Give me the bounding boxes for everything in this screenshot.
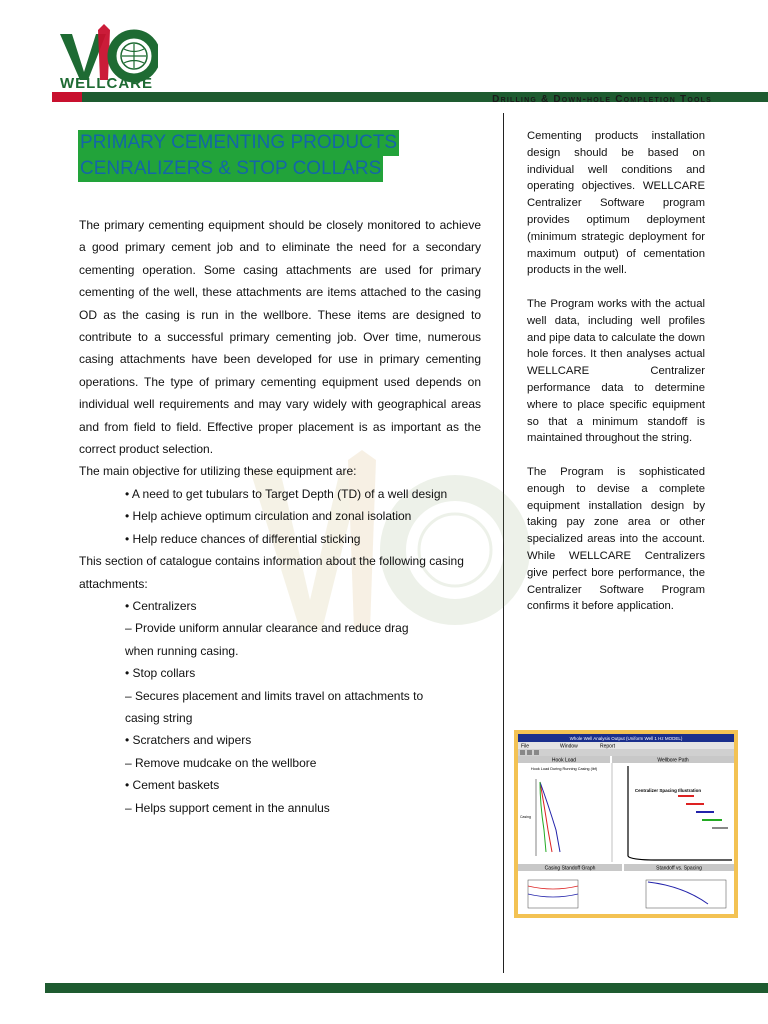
panel-standoff-spacing: Standoff vs. Spacing [656, 865, 702, 872]
svg-text:Casing: Casing [520, 815, 531, 819]
attachment-cement-baskets [79, 774, 481, 819]
spacing-subtitle: Centralizer Spacing Illustration [634, 788, 702, 793]
logo-text: WELLCARE [60, 75, 153, 92]
attachment-scratchers [79, 729, 481, 774]
software-screenshot [514, 730, 738, 918]
menu-file: File [521, 743, 530, 750]
objective-lead: The main objective for utilizing these equipment are: [79, 464, 357, 479]
attachment-desc: when running casing. [125, 643, 239, 658]
panel-hook-load: Hook Load [551, 757, 577, 764]
window-title: Whole Well Analysis Output (Uniform Well 1 Hz MODEL) [569, 736, 683, 741]
menu-window: Window [560, 743, 578, 750]
left-column [79, 214, 481, 819]
right-paragraph-3: The Program is sophisticated enough to devise a complete equipment installation design by taking pay zone area or other specialized areas into the account. While WELLCARE Centralizers give perfect bore performance, the Centralizer Software Program confirms it before application. [527, 465, 705, 613]
footer-green-bar [45, 983, 768, 993]
attachment-stop-collars [79, 662, 481, 729]
attachment-desc: casing string [125, 710, 193, 725]
section-lead: This section of catalogue contains information about the following casing attachments: [79, 554, 464, 591]
attachment-desc: – Helps support cement in the annulus [125, 800, 330, 815]
panel-wellbore-path: Wellbore Path [657, 757, 689, 764]
objective-item: • Help reduce chances of differential sticking [125, 531, 361, 546]
software-screenshot-graphic [518, 734, 734, 914]
header-red-bar [52, 92, 82, 102]
panel-standoff-graph: Casing Standoff Graph [544, 865, 596, 872]
title-line-2: CENRALIZERS & STOP COLLARS [78, 156, 383, 182]
title-line-1: PRIMARY CEMENTING PRODUCTS [78, 130, 399, 156]
objective-item: • A need to get tubulars to Target Depth (TD) of a well design [125, 486, 448, 501]
attachment-name: • Stop collars [125, 666, 196, 681]
attachment-name: • Scratchers and wipers [125, 733, 252, 748]
attachment-centralizers [79, 595, 481, 662]
attachment-desc: – Secures placement and limits travel on attachments to [125, 688, 424, 703]
attachment-desc: – Remove mudcake on the wellbore [125, 755, 317, 770]
page-title [78, 130, 399, 182]
menu-report: Report [600, 743, 616, 750]
objective-item: • Help achieve optimum circulation and zonal isolation [125, 509, 412, 524]
attachment-name: • Centralizers [125, 598, 197, 613]
attachment-name: • Cement baskets [125, 778, 220, 793]
hook-load-subtitle: Hook Load During Running Casing (lbf) [530, 767, 598, 771]
attachment-desc: – Provide uniform annular clearance and reduce drag [125, 621, 409, 636]
right-paragraph-1: Cementing products installation design should be based on individual well conditions and operating objectives. WELLCARE Centralizer Software program provides optimum deployment (minimum strategic deployment for maximum output) of cementation products in the well. [527, 130, 705, 277]
right-column [527, 128, 705, 632]
intro-paragraph: The primary cementing equipment should be closely monitored to achieve a good primary cement job and to eliminate the need for a secondary cementing operation. Some casing attachments are used for primary cementing of the well, these attachments are items attached to the casing OD as the casing is run in the wellbore. These items are designed to contribute to a successful primary cementing job. Over time, numerous casing attachments have been developed for use in primary cementing operations. The type of primary cementing equipment used depends on individual well requirements and may vary widely with geographical areas and from field to field. Effective proper placement is as important as the correct product selection. [79, 218, 481, 457]
right-paragraph-2: The Program works with the actual well data, including well profiles and pipe data to calculate the down hole forces. It then analyses actual WELLCARE Centralizer performance data to determine where to place specific equipment so that a minimum standoff is maintained throughout the string. [527, 297, 705, 445]
header-tagline: Drilling & Down-hole Completion Tools [492, 94, 712, 105]
